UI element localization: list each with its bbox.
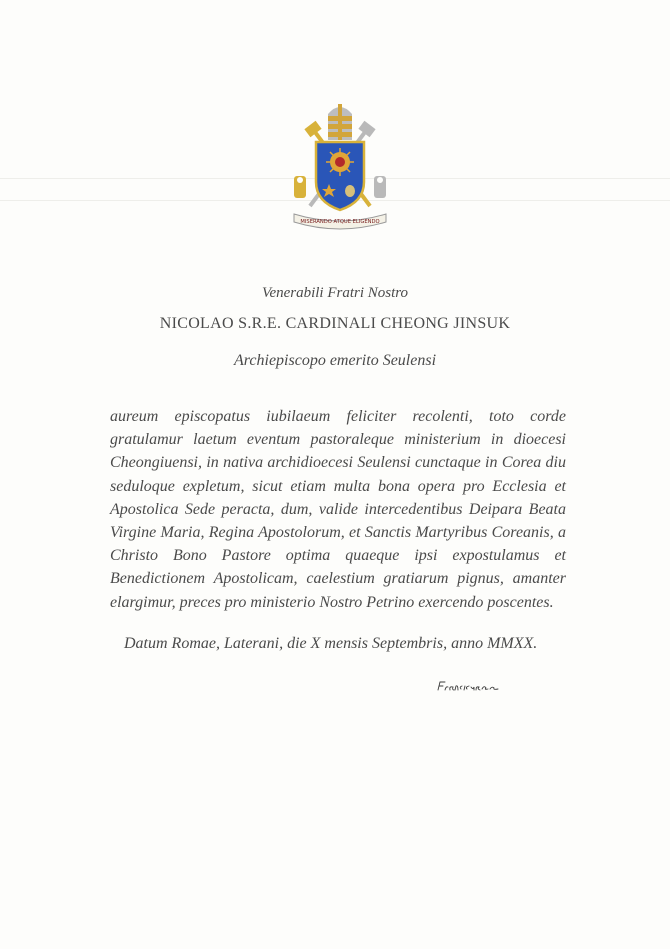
motto-ribbon: [294, 214, 386, 229]
dating-line: Datum Romae, Laterani, die X mensis Septembris, anno MMXX.: [124, 635, 538, 652]
motto-text: MISERANDO ATQUE ELIGENDO: [300, 219, 380, 225]
recipient-name: NICOLAO S.R.E. CARDINALI CHEONG JINSUK: [159, 315, 511, 332]
papal-coat-of-arms: [288, 98, 392, 230]
letter-body: aureum episcopatus iubilaeum feliciter recolenti, toto corde gratulamur laetum eventum pastoraleque ministerium in dioecesi Cheongiuensi, in nativa archidioecesi Seulensi cunctaque in Corea diu seduloque expletum, sicut etiam multa bona opera pro Ecclesia et Apostolica Sede peracta, dum, valide intercedentibus Deipara Beata Virgine Maria, Regina Apostolorum, et Sanctis Martyribus Coreanis, a Christo Bono Pastore optima quaeque ipsi expostulamus et Benedictionem Apostolicam, caelestium gratiarum pignus, amanter elargimur, preces pro ministerio Nostro Petrino exercendo poscentes.: [110, 408, 566, 611]
salutation: Venerabili Fratri Nostro: [261, 285, 409, 301]
shield-icon: [316, 142, 364, 210]
signature: [436, 678, 502, 696]
mitre-icon: [328, 104, 352, 140]
recipient-title: Archiepiscopo emerito Seulensi: [233, 352, 437, 369]
